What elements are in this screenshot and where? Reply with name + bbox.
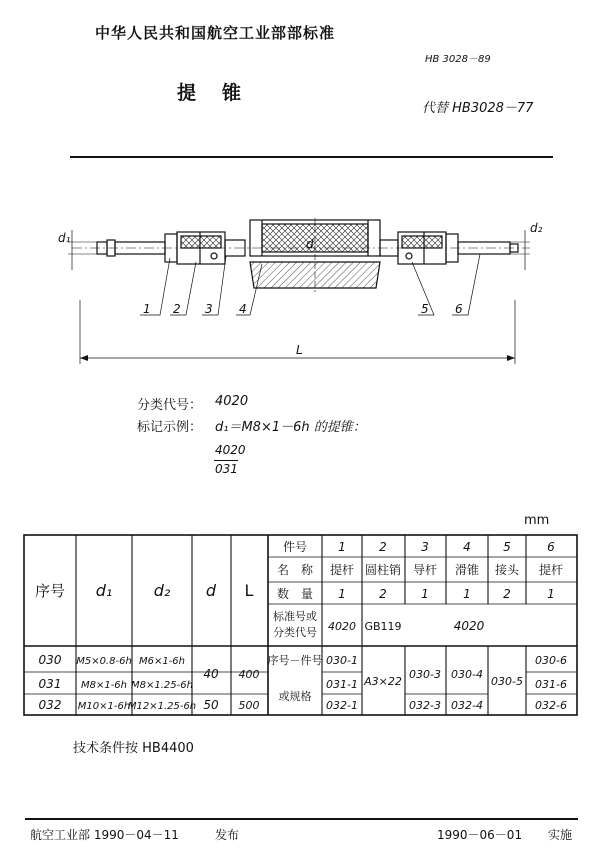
row-label-qty: 数 量 [276,587,314,601]
L-032: 500 [238,699,260,712]
marking-fraction-line [214,460,238,461]
replaces-standard: 代替 HB3028－77 [422,101,534,116]
row-031-d2: M8×1.25-6h [131,680,193,691]
spec-030-3: 030-3 [409,668,441,681]
standard-title: 中华人民共和国航空工业部部标准 [95,24,336,42]
row-031-d1: M8×1-6h [80,680,128,691]
header-d: d [205,581,217,600]
part-name: 提锥 [177,82,268,104]
spec-032-1: 032-1 [326,699,358,712]
name-5: 接头 [494,563,520,577]
qty-1: 1 [338,587,346,601]
spec-030-1: 030-1 [326,654,358,667]
marking-denominator: 031 [215,462,238,476]
row-032-seq: 032 [38,698,62,712]
row-label-part-no: 件号 [282,540,308,554]
callout-2: 2 [173,302,181,316]
callout-4: 4 [239,302,247,316]
dim-d-label: d [306,237,314,251]
row-label-seq-a: 序号－件号 [267,654,323,667]
marking-example-label: 标记示例： [137,420,203,435]
dim-d2-label: d₂ [530,221,543,235]
L-030-031: 400 [238,668,260,681]
qty-5: 2 [503,587,511,601]
issue-label: 发布 [215,828,240,842]
spec-030-6: 030-6 [535,654,567,667]
d-032: 50 [203,698,219,712]
standard-code: HB 3028－89 [425,54,491,65]
name-4: 滑锥 [454,563,480,577]
bottom-rule [25,818,578,820]
row-030-d2: M6×1-6h [138,656,186,667]
part-no-6: 6 [547,540,555,554]
qty-4: 1 [463,587,471,601]
spec-031-1: 031-1 [326,678,358,691]
classification-value: 4020 [215,394,249,409]
qty-3: 1 [421,587,429,601]
part-no-5: 5 [503,540,511,554]
header-L: L [244,581,254,600]
spec-030-5: 030-5 [491,675,523,688]
row-label-std-a: 标准号或 [273,610,317,623]
name-3: 导杆 [412,563,438,577]
callout-6: 6 [455,302,463,316]
row-label-std-b: 分类代号 [273,626,317,639]
name-6: 提杆 [538,563,564,577]
part-no-2: 2 [379,540,387,554]
header-seq: 序号 [34,582,66,600]
name-2: 圆柱销 [364,563,402,577]
callout-1: 1 [143,302,151,316]
header-d2: d₂ [153,581,171,600]
row-032-d1: M10×1-6h [77,701,131,712]
unit-label: mm [524,513,550,528]
implementation-label: 实施 [548,828,573,842]
part-no-4: 4 [463,540,471,554]
callout-5: 5 [421,302,429,316]
marking-example-value: d₁＝M8×1－6h 的提锥： [215,420,366,435]
classification-label: 分类代号： [137,398,203,413]
qty-6: 1 [547,587,555,601]
top-rule [70,156,553,158]
technical-requirement: 技术条件按 HB4400 [73,741,194,756]
pin-spec: A3×22 [364,675,402,688]
name-1: 提杆 [329,563,355,577]
dim-L-label: L [296,343,303,357]
header-d1: d₁ [95,581,113,600]
row-label-name: 名 称 [276,563,314,577]
part-no-3: 3 [421,540,429,554]
parts-table [22,533,582,719]
std-rest: 4020 [453,619,485,633]
spec-032-6: 032-6 [535,699,567,712]
part-no-1: 1 [338,540,346,554]
row-030-d1: M5×0.8-6h [76,656,132,667]
callout-3: 3 [205,302,213,316]
assembly-drawing [40,200,560,370]
row-label-seq-b: 或规格 [278,690,312,703]
d-030-031: 40 [203,667,219,681]
qty-2: 2 [379,587,387,601]
marking-numerator: 4020 [215,443,246,457]
std-2: GB119 [364,620,402,633]
spec-030-4: 030-4 [451,668,483,681]
spec-031-6: 031-6 [535,678,567,691]
std-1: 4020 [328,620,356,633]
spec-032-3: 032-3 [409,699,441,712]
dim-d1-label: d₁ [58,231,71,245]
row-030-seq: 030 [38,653,62,667]
spec-032-4: 032-4 [451,699,483,712]
issued-by-date: 航空工业部 1990－04－11 [30,828,179,842]
row-032-d2: M12×1.25-6h [127,701,197,712]
implementation-date: 1990－06－01 [437,828,523,842]
row-031-seq: 031 [38,677,62,691]
